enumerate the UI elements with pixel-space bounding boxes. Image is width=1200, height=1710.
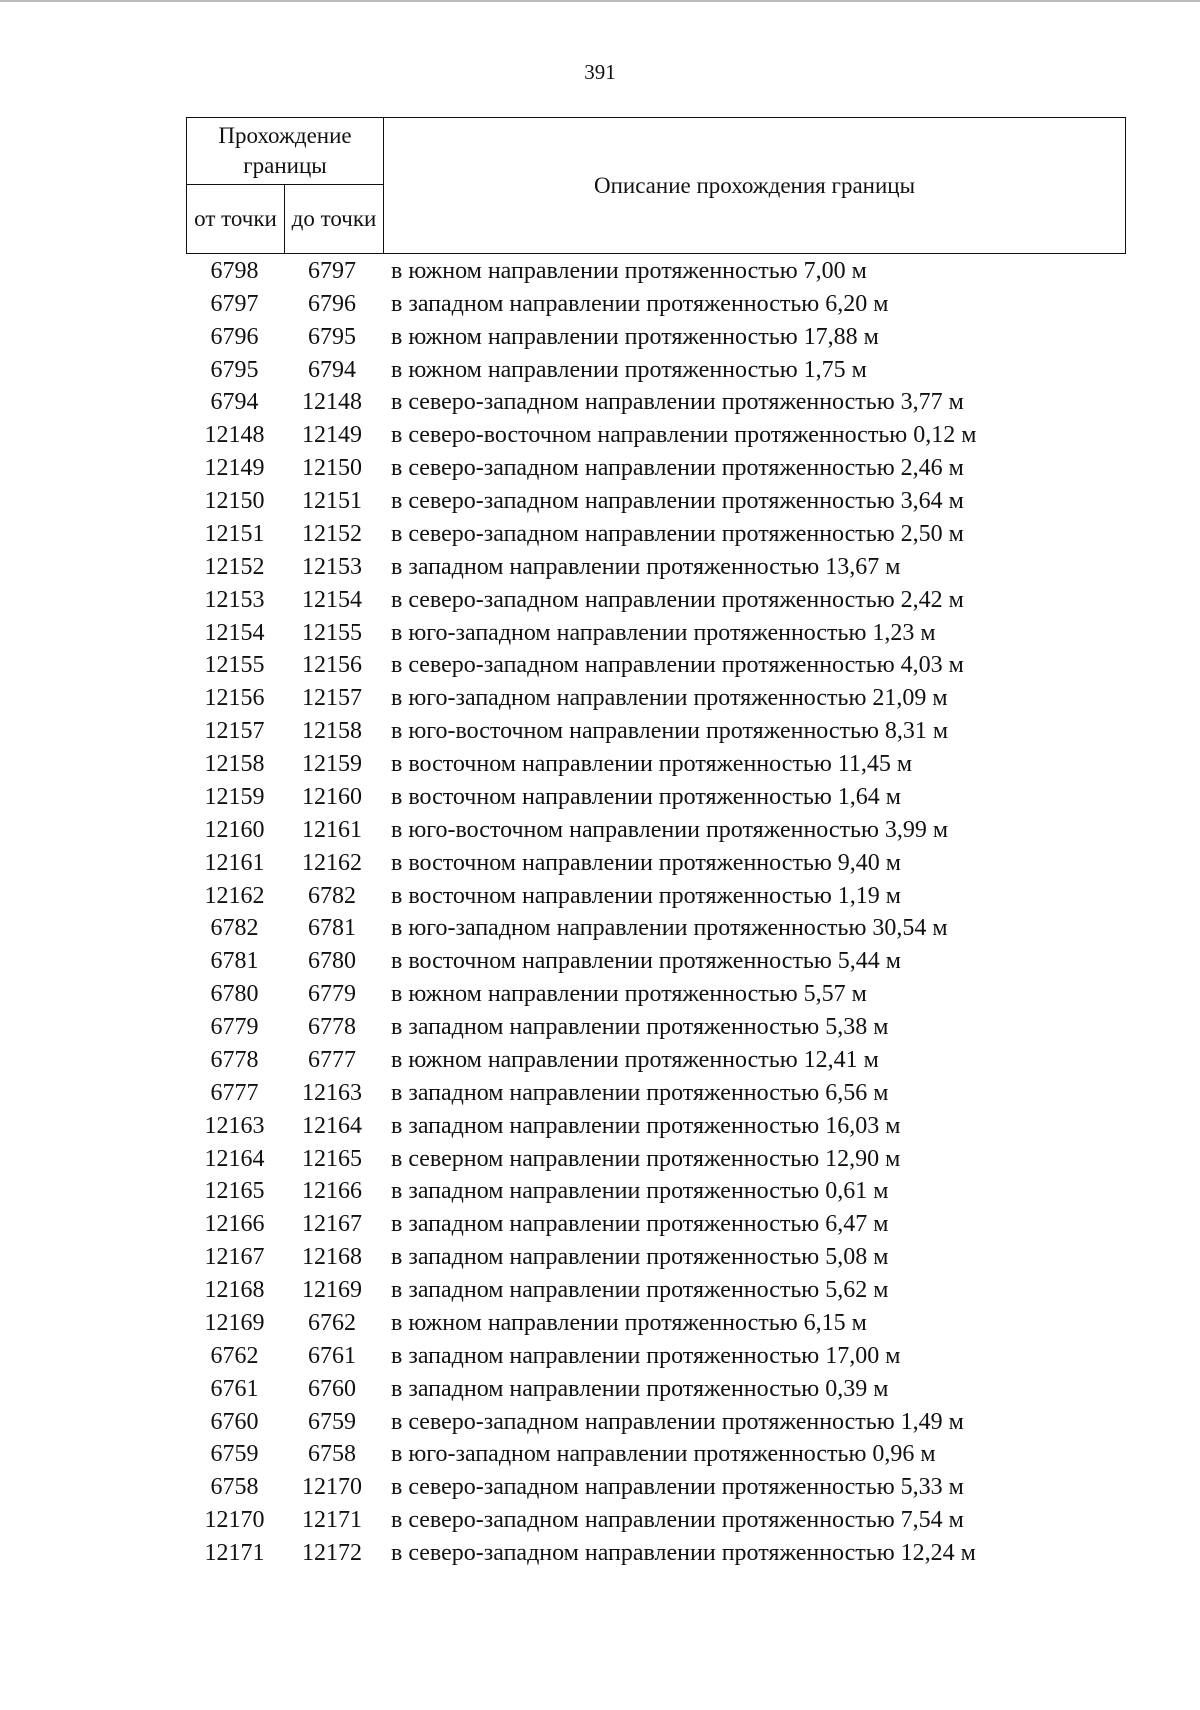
description-cell: в южном направлении протяженностью 5,57 м (391, 981, 867, 1008)
description-cell: в западном направлении протяженностью 6,47 м (391, 1211, 889, 1238)
to-point-cell: 12153 (302, 553, 362, 580)
description-cell: в северо-западном направлении протяженностью 1,49 м (391, 1408, 964, 1435)
from-point-cell: 12171 (204, 1540, 265, 1567)
table-row (186, 1504, 1126, 1537)
to-point-cell: 6758 (308, 1441, 356, 1468)
to-point-cell: 12155 (302, 619, 362, 646)
to-point-cell: 12158 (302, 718, 362, 745)
table-row (186, 255, 1126, 288)
from-point-cell: 12157 (204, 718, 265, 745)
table-row (186, 1208, 1126, 1241)
description-cell: в юго-западном направлении протяженностью 21,09 м (391, 685, 948, 712)
table-row (186, 978, 1126, 1011)
table-row (186, 1241, 1126, 1274)
description-cell: в южном направлении протяженностью 6,15 м (391, 1309, 867, 1336)
description-cell: в восточном направлении протяженностью 1,19 м (391, 882, 901, 909)
table-row (186, 650, 1126, 683)
from-point-cell: 12168 (204, 1277, 265, 1304)
to-point-cell: 12164 (302, 1112, 362, 1139)
from-point-cell: 6780 (210, 981, 259, 1008)
from-point-cell: 12166 (204, 1211, 265, 1238)
from-point-cell: 6778 (210, 1046, 259, 1073)
to-point-cell: 6760 (308, 1375, 356, 1402)
from-point-cell: 12158 (204, 751, 265, 778)
to-point-cell: 12171 (302, 1507, 362, 1534)
table-row (186, 1176, 1126, 1209)
to-point-cell: 12159 (302, 751, 362, 778)
table-row (186, 781, 1126, 814)
to-point-cell: 12154 (302, 586, 362, 613)
description-cell: в северо-западном направлении протяженностью 2,46 м (391, 455, 964, 482)
boundary-rows (186, 255, 1126, 1570)
header-from-point: от точки (187, 185, 285, 254)
from-point-cell: 6798 (210, 257, 259, 284)
description-cell: в северо-западном направлении протяженностью 2,50 м (391, 520, 964, 547)
to-point-cell: 6782 (308, 882, 356, 909)
to-point-cell: 12172 (302, 1540, 362, 1567)
from-point-cell: 12165 (204, 1178, 265, 1205)
from-point-cell: 6761 (210, 1375, 259, 1402)
description-cell: в южном направлении протяженностью 7,00 м (391, 257, 867, 284)
description-cell: в юго-западном направлении протяженностью 1,23 м (391, 619, 936, 646)
to-point-cell: 6796 (308, 290, 356, 317)
from-point-cell: 6781 (210, 948, 259, 975)
table-row (186, 847, 1126, 880)
from-point-cell: 12160 (204, 816, 265, 843)
header-description: Описание прохождения границы (384, 118, 1126, 254)
description-cell: в западном направлении протяженностью 6,56 м (391, 1079, 889, 1106)
table-row (186, 682, 1126, 715)
from-point-cell: 6797 (210, 290, 259, 317)
to-point-cell: 6781 (308, 915, 356, 942)
to-point-cell: 6761 (308, 1342, 356, 1369)
table-row (186, 1143, 1126, 1176)
description-cell: в юго-западном направлении протяженностью 30,54 м (391, 915, 948, 942)
table-row (186, 715, 1126, 748)
description-cell: в западном направлении протяженностью 5,08 м (391, 1244, 889, 1271)
from-point-cell: 6796 (210, 323, 259, 350)
table-row (186, 452, 1126, 485)
table-row (186, 1537, 1126, 1570)
table-row (186, 1011, 1126, 1044)
to-point-cell: 12165 (302, 1145, 362, 1172)
table-header (186, 117, 1126, 254)
from-point-cell: 12152 (204, 553, 265, 580)
table-row (186, 485, 1126, 518)
to-point-cell: 6797 (308, 257, 356, 284)
description-cell: в восточном направлении протяженностью 1,64 м (391, 783, 901, 810)
from-point-cell: 12156 (204, 685, 265, 712)
table-row (186, 1373, 1126, 1406)
description-cell: в северо-восточном направлении протяженностью 0,12 м (391, 422, 977, 449)
description-cell: в северо-западном направлении протяженностью 3,64 м (391, 488, 964, 515)
description-cell: в юго-восточном направлении протяженностью 3,99 м (391, 816, 949, 843)
header-to-point: до точки (285, 185, 384, 254)
table-row (186, 1044, 1126, 1077)
to-point-cell: 12162 (302, 849, 362, 876)
table-row (186, 945, 1126, 978)
table-row (186, 321, 1126, 354)
table-row (186, 1340, 1126, 1373)
to-point-cell: 6777 (308, 1046, 356, 1073)
from-point-cell: 12163 (204, 1112, 265, 1139)
to-point-cell: 12167 (302, 1211, 362, 1238)
from-point-cell: 6779 (210, 1014, 259, 1041)
table-row (186, 1307, 1126, 1340)
description-cell: в восточном направлении протяженностью 5,44 м (391, 948, 901, 975)
description-cell: в северо-западном направлении протяженностью 3,77 м (391, 389, 964, 416)
from-point-cell: 12170 (204, 1507, 265, 1534)
description-cell: в западном направлении протяженностью 16,03 м (391, 1112, 901, 1139)
table-row (186, 518, 1126, 551)
table-row (186, 584, 1126, 617)
to-point-cell: 12168 (302, 1244, 362, 1271)
description-cell: в южном направлении протяженностью 1,75 м (391, 356, 867, 383)
to-point-cell: 12149 (302, 422, 362, 449)
from-point-cell: 12161 (204, 849, 265, 876)
description-cell: в западном направлении протяженностью 6,20 м (391, 290, 889, 317)
table-row (186, 814, 1126, 847)
from-point-cell: 12149 (204, 455, 265, 482)
from-point-cell: 12150 (204, 488, 265, 515)
from-point-cell: 6782 (210, 915, 259, 942)
from-point-cell: 12167 (204, 1244, 265, 1271)
from-point-cell: 6794 (210, 389, 259, 416)
scan-top-edge (0, 0, 1200, 2)
to-point-cell: 12169 (302, 1277, 362, 1304)
to-point-cell: 12152 (302, 520, 362, 547)
to-point-cell: 12156 (302, 652, 362, 679)
description-cell: в западном направлении протяженностью 5,38 м (391, 1014, 889, 1041)
description-cell: в северо-западном направлении протяженностью 2,42 м (391, 586, 964, 613)
to-point-cell: 6779 (308, 981, 356, 1008)
table-row (186, 1274, 1126, 1307)
to-point-cell: 6778 (308, 1014, 356, 1041)
description-cell: в западном направлении протяженностью 5,62 м (391, 1277, 889, 1304)
header-boundary-group: Прохождение границы (187, 118, 384, 185)
from-point-cell: 12159 (204, 783, 265, 810)
table-row (186, 880, 1126, 913)
to-point-cell: 6794 (308, 356, 356, 383)
to-point-cell: 12150 (302, 455, 362, 482)
description-cell: в юго-восточном направлении протяженностью 8,31 м (391, 718, 949, 745)
from-point-cell: 12169 (204, 1309, 265, 1336)
to-point-cell: 12163 (302, 1079, 362, 1106)
to-point-cell: 12160 (302, 783, 362, 810)
table-row (186, 551, 1126, 584)
to-point-cell: 12157 (302, 685, 362, 712)
description-cell: в южном направлении протяженностью 12,41 м (391, 1046, 879, 1073)
description-cell: в юго-западном направлении протяженностью 0,96 м (391, 1441, 936, 1468)
to-point-cell: 12148 (302, 389, 362, 416)
table-row (186, 617, 1126, 650)
from-point-cell: 6777 (210, 1079, 259, 1106)
table-row (186, 419, 1126, 452)
to-point-cell: 6759 (308, 1408, 356, 1435)
from-point-cell: 12162 (204, 882, 265, 909)
from-point-cell: 6760 (210, 1408, 259, 1435)
to-point-cell: 12170 (302, 1474, 362, 1501)
table-row (186, 354, 1126, 387)
table-row (186, 1471, 1126, 1504)
description-cell: в северо-западном направлении протяженностью 5,33 м (391, 1474, 964, 1501)
table-row (186, 1077, 1126, 1110)
from-point-cell: 12154 (204, 619, 265, 646)
table-row (186, 288, 1126, 321)
to-point-cell: 6795 (308, 323, 356, 350)
description-cell: в западном направлении протяженностью 13,67 м (391, 553, 901, 580)
from-point-cell: 12155 (204, 652, 265, 679)
to-point-cell: 12161 (302, 816, 362, 843)
from-point-cell: 6795 (210, 356, 259, 383)
description-cell: в северном направлении протяженностью 12,90 м (391, 1145, 901, 1172)
from-point-cell: 6759 (210, 1441, 259, 1468)
from-point-cell: 12153 (204, 586, 265, 613)
description-cell: в западном направлении протяженностью 0,61 м (391, 1178, 889, 1205)
to-point-cell: 6762 (308, 1309, 356, 1336)
table-row (186, 913, 1126, 946)
description-cell: в северо-западном направлении протяженностью 4,03 м (391, 652, 964, 679)
from-point-cell: 6758 (210, 1474, 259, 1501)
page-number: 391 (584, 60, 616, 84)
table-row (186, 1110, 1126, 1143)
description-cell: в северо-западном направлении протяженностью 7,54 м (391, 1507, 964, 1534)
description-cell: в восточном направлении протяженностью 9,40 м (391, 849, 901, 876)
description-cell: в северо-западном направлении протяженностью 12,24 м (391, 1540, 976, 1567)
to-point-cell: 6780 (308, 948, 356, 975)
from-point-cell: 12164 (204, 1145, 265, 1172)
from-point-cell: 12148 (204, 422, 265, 449)
to-point-cell: 12166 (302, 1178, 362, 1205)
table-row (186, 387, 1126, 420)
description-cell: в восточном направлении протяженностью 11,45 м (391, 751, 913, 778)
description-cell: в южном направлении протяженностью 17,88 м (391, 323, 879, 350)
table-row (186, 1439, 1126, 1472)
description-cell: в западном направлении протяженностью 0,39 м (391, 1375, 889, 1402)
from-point-cell: 12151 (204, 520, 265, 547)
table-row (186, 1406, 1126, 1439)
to-point-cell: 12151 (302, 488, 362, 515)
from-point-cell: 6762 (210, 1342, 259, 1369)
description-cell: в западном направлении протяженностью 17,00 м (391, 1342, 901, 1369)
table-row (186, 748, 1126, 781)
